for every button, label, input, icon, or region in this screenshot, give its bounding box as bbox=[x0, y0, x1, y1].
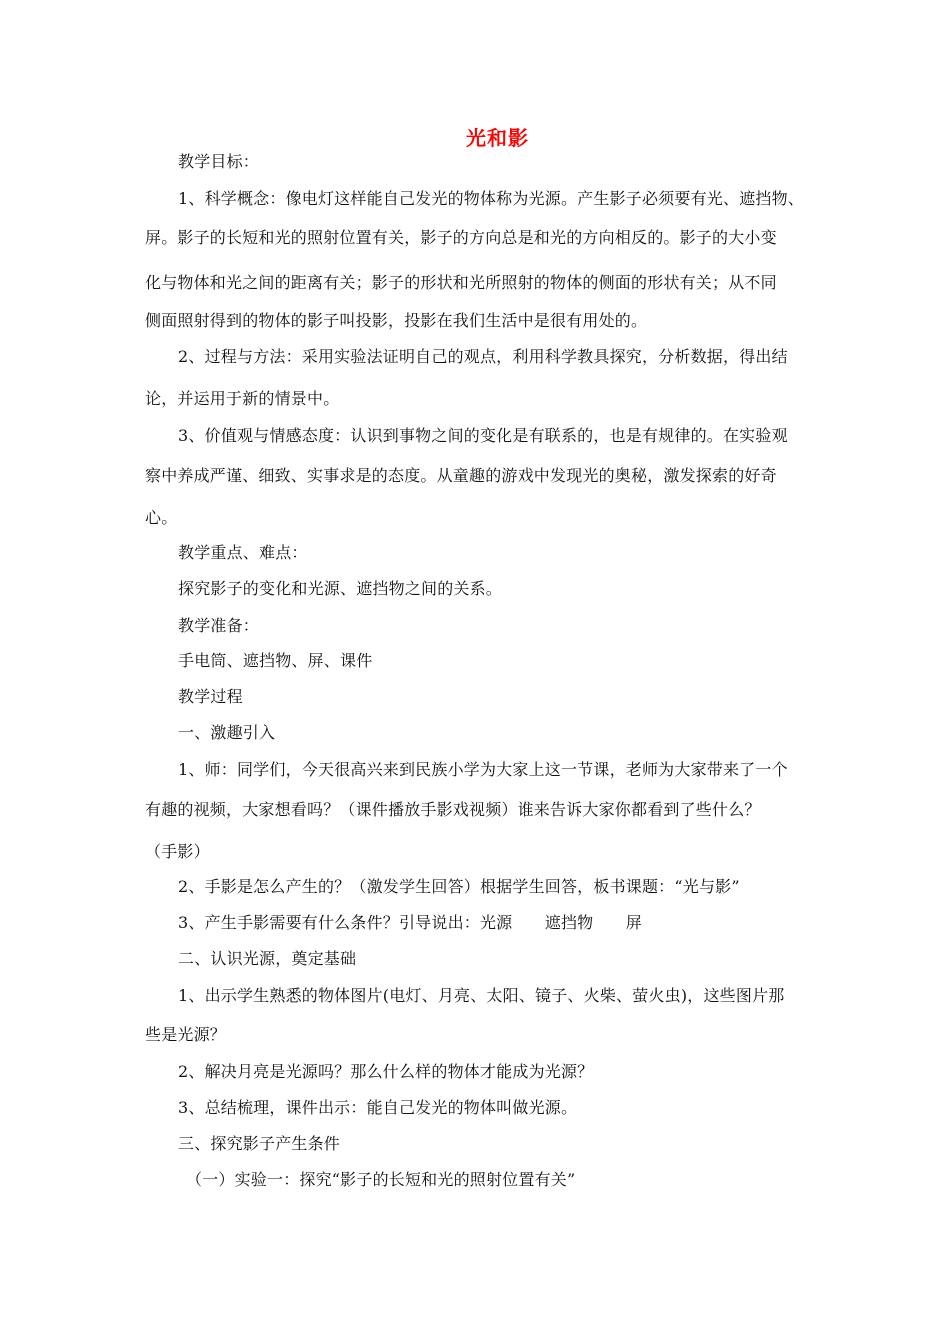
subsection-heading: 二、认识光源，奠定基础 bbox=[178, 949, 357, 968]
paragraph-line: 3、总结梳理，课件出示：能自己发光的物体叫做光源。 bbox=[178, 1098, 578, 1117]
subsection-heading: 三、探究影子产生条件 bbox=[178, 1134, 341, 1153]
paragraph-line: 察中养成严谨、细致、实事求是的态度。从童趣的游戏中发现光的奥秘，激发探索的好奇 bbox=[145, 466, 777, 485]
paragraph-line: 3、产生手影需要有什么条件？引导说出：光源 遮挡物 屏 bbox=[178, 913, 642, 932]
section-heading-objectives: 教学目标： bbox=[178, 152, 260, 171]
experiment-heading: （一）实验一：探究“影子的长短和光的照射位置有关” bbox=[186, 1170, 576, 1189]
paragraph-line: 2、解决月亮是光源吗？那么什么样的物体才能成为光源？ bbox=[178, 1062, 594, 1081]
paragraph-line: 1、出示学生熟悉的物体图片(电灯、月亮、太阳、镜子、火柴、萤火虫)，这些图片那 bbox=[178, 986, 785, 1005]
paragraph-line: 3、价值观与情感态度：认识到事物之间的变化是有联系的，也是有规律的。在实验观 bbox=[178, 426, 788, 445]
paragraph-line: 1、科学概念：像电灯这样能自己发光的物体称为光源。产生影子必须要有光、遮挡物、 bbox=[178, 189, 804, 208]
paragraph-line: 手电筒、遮挡物、屏、课件 bbox=[178, 651, 373, 670]
paragraph-line: （手影） bbox=[145, 842, 210, 861]
section-heading-key-points: 教学重点、难点： bbox=[178, 543, 308, 562]
paragraph-line: 化与物体和光之间的距离有关；影子的形状和光所照射的物体的侧面的形状有关；从不同 bbox=[145, 273, 777, 292]
document-title: 光和影 bbox=[466, 126, 529, 150]
paragraph-line: 心。 bbox=[145, 508, 178, 527]
paragraph-line: 1、师：同学们，今天很高兴来到民族小学为大家上这一节课，老师为大家带来了一个 bbox=[178, 760, 788, 779]
paragraph-line: 侧面照射得到的物体的影子叫投影，投影在我们生活中是很有用处的。 bbox=[145, 311, 648, 330]
section-heading-preparation: 教学准备： bbox=[178, 616, 260, 635]
paragraph-line: 2、手影是怎么产生的？（激发学生回答）根据学生回答，板书课题：“光与影” bbox=[178, 877, 740, 896]
section-heading-process: 教学过程 bbox=[178, 687, 243, 706]
paragraph-line: 2、过程与方法：采用实验法证明自己的观点，利用科学教具探究，分析数据，得出结 bbox=[178, 347, 788, 366]
paragraph-line: 屏。影子的长短和光的照射位置有关，影子的方向总是和光的方向相反的。影子的大小变 bbox=[145, 228, 777, 247]
paragraph-line: 些是光源？ bbox=[145, 1025, 227, 1044]
subsection-heading: 一、激趣引入 bbox=[178, 723, 276, 742]
paragraph-line: 论，并运用于新的情景中。 bbox=[145, 389, 340, 408]
paragraph-line: 有趣的视频，大家想看吗？（课件播放手影戏视频）谁来告诉大家你都看到了些什么？ bbox=[145, 800, 761, 819]
paragraph-line: 探究影子的变化和光源、遮挡物之间的关系。 bbox=[178, 579, 503, 598]
